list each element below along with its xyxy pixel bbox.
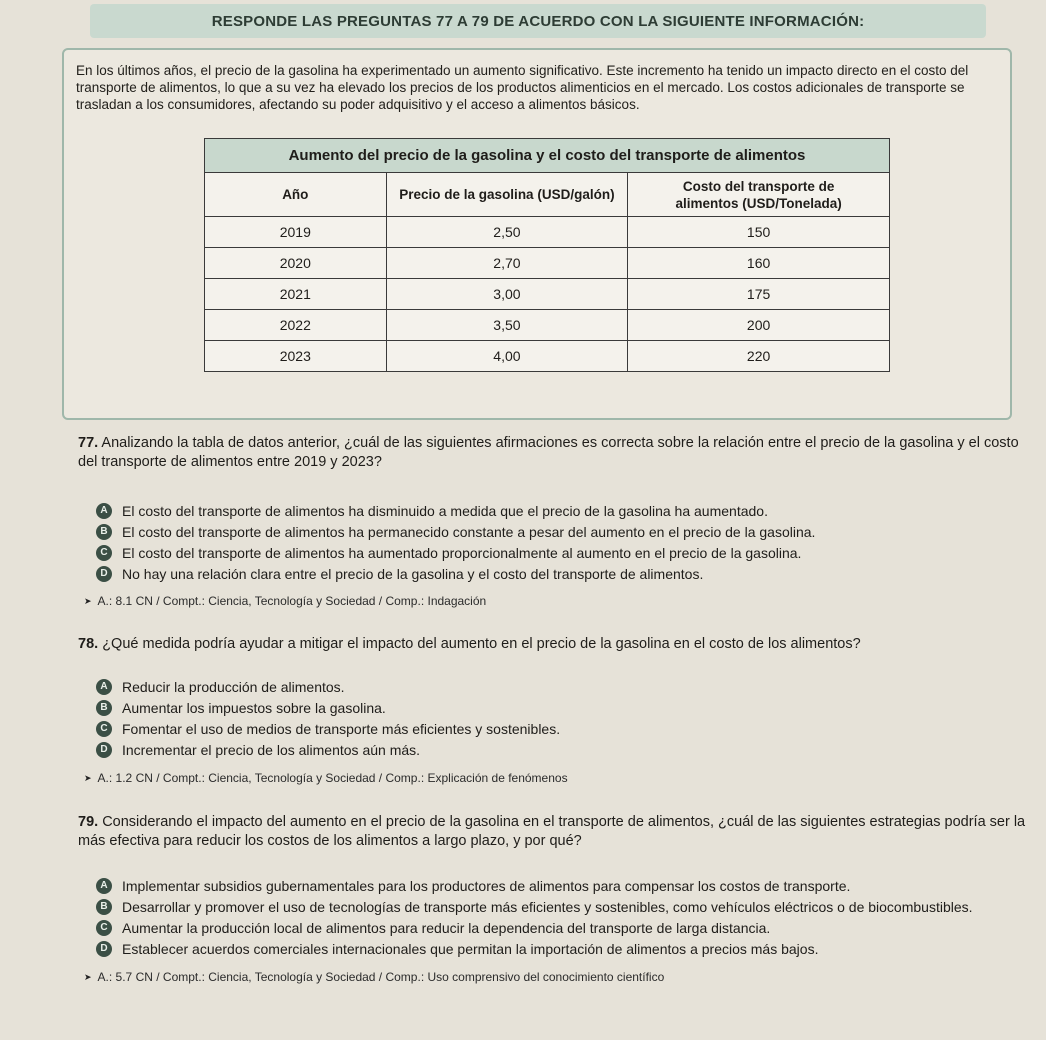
option-text: El costo del transporte de alimentos ha aumentado proporcionalmente al aumento en el precio de la gasolina. — [122, 544, 802, 561]
table-cell: 160 — [628, 248, 890, 279]
option-text: El costo del transporte de alimentos ha disminuido a medida que el precio de la gasolina ha aumentado. — [122, 502, 768, 519]
option-a[interactable] — [96, 500, 1041, 521]
table-row — [205, 279, 890, 310]
column-header-year: Año — [205, 173, 387, 217]
table-cell: 220 — [628, 341, 890, 372]
option-b[interactable] — [96, 896, 1041, 917]
arrow-icon: ➤ — [84, 971, 92, 982]
table-cell: 175 — [628, 279, 890, 310]
answer-key-79 — [84, 970, 664, 984]
table-cell: 2021 — [205, 279, 387, 310]
arrow-icon: ➤ — [84, 772, 92, 783]
answer-key-text: A.: 5.7 CN / Compt.: Ciencia, Tecnología y Sociedad / Comp.: Uso comprensivo del conocimiento científico — [97, 970, 665, 984]
table-row — [205, 310, 890, 341]
arrow-icon: ➤ — [84, 595, 92, 606]
option-text: Aumentar los impuestos sobre la gasolina. — [122, 699, 386, 716]
table-cell: 3,50 — [386, 310, 628, 341]
option-d[interactable] — [96, 563, 1041, 584]
option-letter-a-icon: A — [96, 679, 112, 695]
option-text: Fomentar el uso de medios de transporte más eficientes y sostenibles. — [122, 720, 561, 737]
intro-paragraph: En los últimos años, el precio de la gasolina ha experimentado un aumento significativo. Este incremento ha tenido un impacto directo en el costo del transporte de alimentos, lo que a su vez ha elevado los precios de los productos alimenticios en el mercado. Los costos adicionales de transporte se trasladan a los consumidores, afectando su poder adquisitivo y el acceso a alimentos básicos. — [76, 63, 969, 112]
question-79 — [78, 813, 1038, 851]
option-a[interactable] — [96, 875, 1041, 896]
table-cell: 2,70 — [386, 248, 628, 279]
option-letter-c-icon: C — [96, 721, 112, 737]
table-cell: 200 — [628, 310, 890, 341]
question-77 — [78, 434, 1038, 472]
question-78 — [78, 635, 1038, 654]
info-box — [62, 48, 1012, 420]
option-letter-b-icon: B — [96, 524, 112, 540]
data-table — [204, 138, 890, 372]
option-c[interactable] — [96, 718, 1041, 739]
option-text: Establecer acuerdos comerciales internacionales que permitan la importación de alimentos a precios más bajos. — [122, 940, 819, 957]
table-cell: 2020 — [205, 248, 387, 279]
section-header — [90, 4, 986, 38]
option-a[interactable] — [96, 676, 1041, 697]
option-text: Desarrollar y promover el uso de tecnologías de transporte más eficientes y sostenibles, como vehículos eléctricos o de biocombustibles. — [122, 898, 973, 915]
option-letter-d-icon: D — [96, 941, 112, 957]
answer-key-78 — [84, 771, 568, 785]
table-caption-row — [205, 139, 890, 173]
table-caption: Aumento del precio de la gasolina y el costo del transporte de alimentos — [205, 139, 890, 173]
column-header-transport-cost: Costo del transporte de alimentos (USD/Tonelada) — [628, 173, 890, 217]
option-letter-a-icon: A — [96, 503, 112, 519]
options-79 — [96, 875, 1041, 959]
option-b[interactable] — [96, 521, 1041, 542]
options-78 — [96, 676, 1041, 760]
question-number: 79. — [78, 814, 99, 830]
option-letter-b-icon: B — [96, 700, 112, 716]
option-c[interactable] — [96, 917, 1041, 938]
option-letter-d-icon: D — [96, 566, 112, 582]
option-c[interactable] — [96, 542, 1041, 563]
answer-key-text: A.: 1.2 CN / Compt.: Ciencia, Tecnología y Sociedad / Comp.: Explicación de fenómenos — [97, 771, 568, 785]
answer-key-text: A.: 8.1 CN / Compt.: Ciencia, Tecnología y Sociedad / Comp.: Indagación — [97, 594, 487, 608]
table-cell: 150 — [628, 217, 890, 248]
table-cell: 2022 — [205, 310, 387, 341]
option-letter-a-icon: A — [96, 878, 112, 894]
table-row — [205, 341, 890, 372]
column-header-gas-price: Precio de la gasolina (USD/galón) — [386, 173, 628, 217]
option-text: Incrementar el precio de los alimentos aún más. — [122, 741, 421, 758]
question-text: ¿Qué medida podría ayudar a mitigar el impacto del aumento en el precio de la gasolina en el costo de los alimentos? — [102, 636, 861, 652]
question-text: Analizando la tabla de datos anterior, ¿cuál de las siguientes afirmaciones es correcta sobre la relación entre el precio de la gasolina y el costo del transporte de alimentos entre 2019 y 2023? — [78, 435, 1019, 470]
option-text: Aumentar la producción local de alimentos para reducir la dependencia del transporte de larga distancia. — [122, 919, 771, 936]
option-letter-d-icon: D — [96, 742, 112, 758]
options-77 — [96, 500, 1041, 584]
question-number: 77. — [78, 435, 99, 451]
option-text: No hay una relación clara entre el precio de la gasolina y el costo del transporte de alimentos. — [122, 565, 704, 582]
table-cell: 3,00 — [386, 279, 628, 310]
option-letter-c-icon: C — [96, 545, 112, 561]
section-header-title: RESPONDE LAS PREGUNTAS 77 A 79 DE ACUERDO CON LA SIGUIENTE INFORMACIÓN: — [211, 12, 865, 30]
table-row — [205, 248, 890, 279]
question-text: Considerando el impacto del aumento en el precio de la gasolina en el transporte de alimentos, ¿cuál de las siguientes estrategias podría ser la más efectiva para reducir los costos de los alimentos a largo plazo, y por qué? — [78, 814, 1026, 849]
option-text: Implementar subsidios gubernamentales para los productores de alimentos para compensar los costos de transporte. — [122, 877, 851, 894]
table-cell: 2019 — [205, 217, 387, 248]
table-cell: 4,00 — [386, 341, 628, 372]
option-b[interactable] — [96, 697, 1041, 718]
table-cell: 2,50 — [386, 217, 628, 248]
table-cell: 2023 — [205, 341, 387, 372]
question-number: 78. — [78, 636, 99, 652]
option-d[interactable] — [96, 938, 1041, 959]
option-text: Reducir la producción de alimentos. — [122, 678, 345, 695]
option-letter-c-icon: C — [96, 920, 112, 936]
option-letter-b-icon: B — [96, 899, 112, 915]
option-d[interactable] — [96, 739, 1041, 760]
table-row — [205, 217, 890, 248]
table-header-row — [205, 173, 890, 217]
option-text: El costo del transporte de alimentos ha permanecido constante a pesar del aumento en el precio de la gasolina. — [122, 523, 816, 540]
answer-key-77 — [84, 594, 486, 608]
